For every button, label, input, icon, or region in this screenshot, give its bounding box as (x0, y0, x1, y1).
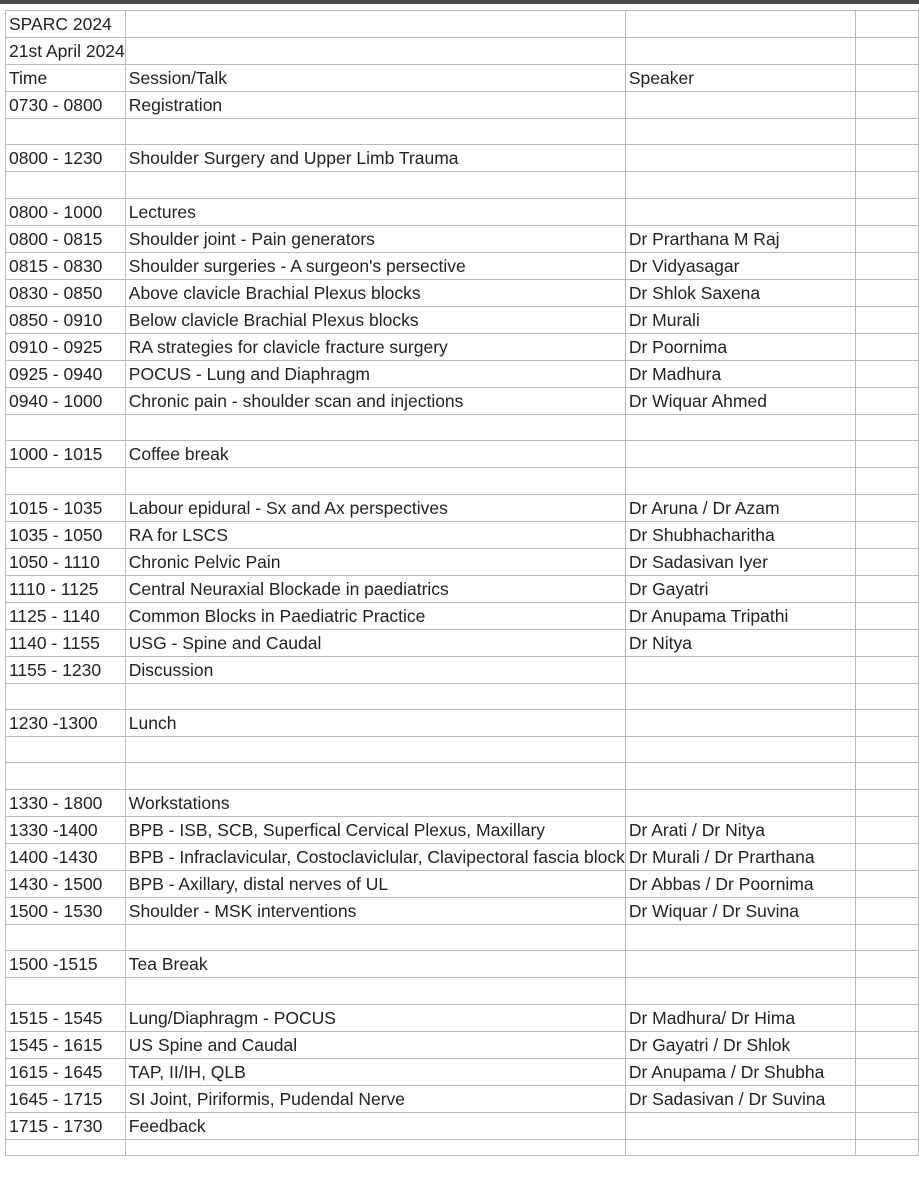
time-cell[interactable]: 0940 - 1000 (6, 387, 126, 414)
empty-cell[interactable] (856, 172, 919, 198)
time-cell[interactable]: 0800 - 1000 (6, 198, 126, 225)
time-cell[interactable]: 0830 - 0850 (6, 279, 126, 306)
speaker-cell[interactable] (625, 145, 855, 172)
speaker-cell[interactable]: Dr Madhura (625, 360, 855, 387)
time-cell[interactable]: 1715 - 1730 (6, 1112, 126, 1139)
session-cell[interactable] (125, 736, 625, 762)
speaker-cell[interactable] (625, 38, 855, 65)
time-cell[interactable] (6, 468, 126, 494)
empty-cell[interactable] (856, 763, 919, 789)
table-row (6, 575, 919, 602)
session-cell[interactable]: Above clavicle Brachial Plexus blocks (125, 279, 625, 306)
table-row (6, 119, 919, 145)
session-cell[interactable]: Tea Break (125, 951, 625, 978)
empty-cell[interactable] (856, 843, 919, 870)
time-cell[interactable]: 1035 - 1050 (6, 521, 126, 548)
speaker-cell[interactable]: Dr Murali (625, 306, 855, 333)
time-cell[interactable] (6, 119, 126, 145)
empty-cell[interactable] (856, 92, 919, 119)
time-cell[interactable]: 0730 - 0800 (6, 92, 126, 119)
table-row (6, 736, 919, 762)
empty-cell[interactable] (856, 252, 919, 279)
empty-cell[interactable] (856, 1139, 919, 1155)
session-cell[interactable] (125, 763, 625, 789)
session-cell[interactable]: Lung/Diaphragm - POCUS (125, 1004, 625, 1031)
speaker-cell[interactable]: Dr Gayatri (625, 575, 855, 602)
session-cell[interactable] (125, 683, 625, 709)
empty-cell[interactable] (856, 198, 919, 225)
time-cell[interactable] (6, 414, 126, 440)
speaker-cell[interactable] (625, 978, 855, 1004)
spreadsheet-grid (5, 10, 919, 1156)
session-cell[interactable]: Shoulder joint - Pain generators (125, 225, 625, 252)
table-row (6, 709, 919, 736)
speaker-cell[interactable] (625, 736, 855, 762)
empty-cell[interactable] (856, 468, 919, 494)
table-row (6, 789, 919, 816)
session-cell[interactable] (125, 119, 625, 145)
table-row (6, 1058, 919, 1085)
session-cell[interactable]: Session/Talk (125, 65, 625, 92)
table-row (6, 763, 919, 789)
time-cell[interactable] (6, 736, 126, 762)
table-row (6, 11, 919, 38)
session-cell[interactable]: Common Blocks in Paediatric Practice (125, 602, 625, 629)
empty-cell[interactable] (856, 145, 919, 172)
spreadsheet-body (6, 11, 919, 1156)
session-cell[interactable] (125, 1139, 625, 1155)
speaker-cell[interactable]: Dr Anupama Tripathi (625, 602, 855, 629)
session-cell[interactable]: Discussion (125, 656, 625, 683)
table-row (6, 306, 919, 333)
session-cell[interactable]: Shoulder Surgery and Upper Limb Trauma (125, 145, 625, 172)
speaker-cell[interactable] (625, 172, 855, 198)
time-cell[interactable]: Time (6, 65, 126, 92)
time-cell[interactable] (6, 763, 126, 789)
session-cell[interactable]: Chronic Pelvic Pain (125, 548, 625, 575)
speaker-cell[interactable] (625, 683, 855, 709)
time-cell[interactable]: 1330 - 1800 (6, 789, 126, 816)
session-cell[interactable]: Registration (125, 92, 625, 119)
speaker-cell[interactable]: Dr Arati / Dr Nitya (625, 816, 855, 843)
table-row (6, 145, 919, 172)
table-row (6, 252, 919, 279)
speaker-cell[interactable]: Dr Aruna / Dr Azam (625, 494, 855, 521)
table-row (6, 683, 919, 709)
table-row (6, 870, 919, 897)
speaker-cell[interactable] (625, 414, 855, 440)
session-cell[interactable] (125, 468, 625, 494)
table-row (6, 951, 919, 978)
speaker-cell[interactable] (625, 709, 855, 736)
empty-cell[interactable] (856, 602, 919, 629)
speaker-cell[interactable] (625, 198, 855, 225)
time-cell[interactable] (6, 172, 126, 198)
time-cell[interactable]: 1645 - 1715 (6, 1085, 126, 1112)
empty-cell[interactable] (856, 897, 919, 924)
speaker-cell[interactable] (625, 763, 855, 789)
time-cell[interactable]: 1515 - 1545 (6, 1004, 126, 1031)
empty-cell[interactable] (856, 951, 919, 978)
speaker-cell[interactable] (625, 468, 855, 494)
speaker-cell[interactable]: Dr Wiquar Ahmed (625, 387, 855, 414)
speaker-cell[interactable]: Dr Gayatri / Dr Shlok (625, 1031, 855, 1058)
empty-cell[interactable] (856, 1004, 919, 1031)
table-row (6, 225, 919, 252)
time-cell[interactable]: 1140 - 1155 (6, 629, 126, 656)
empty-cell[interactable] (856, 924, 919, 950)
time-cell[interactable]: 1015 - 1035 (6, 494, 126, 521)
time-cell[interactable]: 1500 - 1530 (6, 897, 126, 924)
session-cell[interactable]: US Spine and Caudal (125, 1031, 625, 1058)
session-cell[interactable]: USG - Spine and Caudal (125, 629, 625, 656)
table-row (6, 441, 919, 468)
time-cell[interactable]: 0815 - 0830 (6, 252, 126, 279)
session-cell[interactable] (125, 924, 625, 950)
speaker-cell[interactable]: Dr Madhura/ Dr Hima (625, 1004, 855, 1031)
empty-cell[interactable] (856, 360, 919, 387)
speaker-cell[interactable]: Dr Shlok Saxena (625, 279, 855, 306)
empty-cell[interactable] (856, 494, 919, 521)
empty-cell[interactable] (856, 38, 919, 65)
session-cell[interactable]: Workstations (125, 789, 625, 816)
time-cell[interactable]: 1000 - 1015 (6, 441, 126, 468)
table-row (6, 816, 919, 843)
empty-cell[interactable] (856, 65, 919, 92)
speaker-cell[interactable]: Dr Anupama / Dr Shubha (625, 1058, 855, 1085)
time-cell[interactable]: 1615 - 1645 (6, 1058, 126, 1085)
empty-cell[interactable] (856, 683, 919, 709)
time-cell[interactable]: 0850 - 0910 (6, 306, 126, 333)
empty-cell[interactable] (856, 333, 919, 360)
empty-cell[interactable] (856, 11, 919, 38)
table-row (6, 414, 919, 440)
table-row (6, 897, 919, 924)
time-cell[interactable]: 1400 -1430 (6, 843, 126, 870)
empty-cell[interactable] (856, 548, 919, 575)
speaker-cell[interactable] (625, 92, 855, 119)
table-row (6, 494, 919, 521)
table-row (6, 360, 919, 387)
empty-cell[interactable] (856, 1031, 919, 1058)
speaker-cell[interactable]: Dr Sadasivan Iyer (625, 548, 855, 575)
table-row (6, 65, 919, 92)
table-row (6, 468, 919, 494)
speaker-cell[interactable] (625, 924, 855, 950)
time-cell[interactable]: 1155 - 1230 (6, 656, 126, 683)
empty-cell[interactable] (856, 575, 919, 602)
empty-cell[interactable] (856, 441, 919, 468)
speaker-cell[interactable]: Dr Murali / Dr Prarthana (625, 843, 855, 870)
session-cell[interactable] (125, 172, 625, 198)
empty-cell[interactable] (856, 789, 919, 816)
empty-cell[interactable] (856, 279, 919, 306)
session-cell[interactable] (125, 978, 625, 1004)
table-row (6, 198, 919, 225)
session-cell[interactable]: Below clavicle Brachial Plexus blocks (125, 306, 625, 333)
time-cell[interactable]: 1330 -1400 (6, 816, 126, 843)
session-cell[interactable]: Lectures (125, 198, 625, 225)
table-row (6, 1004, 919, 1031)
speaker-cell[interactable] (625, 789, 855, 816)
table-row (6, 38, 919, 65)
session-cell[interactable]: Labour epidural - Sx and Ax perspectives (125, 494, 625, 521)
session-cell[interactable] (125, 414, 625, 440)
session-cell[interactable]: Chronic pain - shoulder scan and injections (125, 387, 625, 414)
empty-cell[interactable] (856, 629, 919, 656)
session-cell[interactable]: Shoulder - MSK interventions (125, 897, 625, 924)
time-cell[interactable]: 1125 - 1140 (6, 602, 126, 629)
empty-cell[interactable] (856, 870, 919, 897)
session-cell[interactable]: RA for LSCS (125, 521, 625, 548)
speaker-cell[interactable] (625, 119, 855, 145)
table-row (6, 387, 919, 414)
empty-cell[interactable] (856, 225, 919, 252)
table-row (6, 629, 919, 656)
empty-cell[interactable] (856, 387, 919, 414)
time-cell[interactable]: 0800 - 1230 (6, 145, 126, 172)
session-cell[interactable]: Coffee break (125, 441, 625, 468)
empty-cell[interactable] (856, 978, 919, 1004)
time-cell[interactable]: 0925 - 0940 (6, 360, 126, 387)
table-row (6, 92, 919, 119)
speaker-cell[interactable] (625, 656, 855, 683)
speaker-cell[interactable]: Dr Nitya (625, 629, 855, 656)
speaker-cell[interactable]: Dr Shubhacharitha (625, 521, 855, 548)
empty-cell[interactable] (856, 1085, 919, 1112)
empty-cell[interactable] (856, 709, 919, 736)
table-row (6, 333, 919, 360)
speaker-cell[interactable]: Dr Wiquar / Dr Suvina (625, 897, 855, 924)
speaker-cell[interactable] (625, 1139, 855, 1155)
time-cell[interactable]: 1230 -1300 (6, 709, 126, 736)
speaker-cell[interactable] (625, 951, 855, 978)
session-cell[interactable]: POCUS - Lung and Diaphragm (125, 360, 625, 387)
speaker-cell[interactable]: Dr Poornima (625, 333, 855, 360)
empty-cell[interactable] (856, 306, 919, 333)
table-row (6, 1139, 919, 1155)
table-row (6, 1085, 919, 1112)
time-cell[interactable]: 1500 -1515 (6, 951, 126, 978)
table-row (6, 924, 919, 950)
time-cell[interactable] (6, 1139, 126, 1155)
speaker-cell[interactable]: Dr Vidyasagar (625, 252, 855, 279)
speaker-cell[interactable]: Dr Sadasivan / Dr Suvina (625, 1085, 855, 1112)
time-cell[interactable] (6, 683, 126, 709)
speaker-cell[interactable] (625, 441, 855, 468)
session-cell[interactable]: Shoulder surgeries - A surgeon's persective (125, 252, 625, 279)
empty-cell[interactable] (856, 736, 919, 762)
table-row (6, 521, 919, 548)
empty-cell[interactable] (856, 816, 919, 843)
table-row (6, 1112, 919, 1139)
empty-cell[interactable] (856, 521, 919, 548)
window-top-edge (0, 0, 919, 4)
time-cell[interactable] (6, 924, 126, 950)
time-cell[interactable]: 1430 - 1500 (6, 870, 126, 897)
table-row (6, 602, 919, 629)
session-cell[interactable]: SI Joint, Piriformis, Pudendal Nerve (125, 1085, 625, 1112)
time-cell[interactable]: 0910 - 0925 (6, 333, 126, 360)
table-row (6, 172, 919, 198)
empty-cell[interactable] (856, 1112, 919, 1139)
time-cell[interactable]: 1050 - 1110 (6, 548, 126, 575)
session-cell[interactable]: TAP, II/IH, QLB (125, 1058, 625, 1085)
speaker-cell[interactable]: Dr Prarthana M Raj (625, 225, 855, 252)
session-cell[interactable]: BPB - ISB, SCB, Superfical Cervical Plexus, Maxillary (125, 816, 625, 843)
time-cell[interactable]: SPARC 2024 (6, 11, 126, 38)
table-row (6, 978, 919, 1004)
session-cell[interactable] (125, 11, 625, 38)
speaker-cell[interactable]: Dr Abbas / Dr Poornima (625, 870, 855, 897)
table-row (6, 843, 919, 870)
speaker-cell[interactable]: Speaker (625, 65, 855, 92)
session-cell[interactable]: BPB - Infraclavicular, Costoclaviclular, Clavipectoral fascia block (125, 843, 625, 870)
session-cell[interactable]: RA strategies for clavicle fracture surgery (125, 333, 625, 360)
session-cell[interactable]: Feedback (125, 1112, 625, 1139)
table-row (6, 279, 919, 306)
time-cell[interactable]: 1545 - 1615 (6, 1031, 126, 1058)
session-cell[interactable]: Central Neuraxial Blockade in paediatrics (125, 575, 625, 602)
table-row (6, 548, 919, 575)
time-cell[interactable]: 1110 - 1125 (6, 575, 126, 602)
time-cell[interactable] (6, 978, 126, 1004)
session-cell[interactable] (125, 38, 625, 65)
time-cell[interactable]: 21st April 2024 (6, 38, 126, 65)
empty-cell[interactable] (856, 414, 919, 440)
time-cell[interactable]: 0800 - 0815 (6, 225, 126, 252)
session-cell[interactable]: BPB - Axillary, distal nerves of UL (125, 870, 625, 897)
speaker-cell[interactable] (625, 11, 855, 38)
speaker-cell[interactable] (625, 1112, 855, 1139)
session-cell[interactable]: Lunch (125, 709, 625, 736)
empty-cell[interactable] (856, 656, 919, 683)
table-row (6, 1031, 919, 1058)
empty-cell[interactable] (856, 119, 919, 145)
table-row (6, 656, 919, 683)
empty-cell[interactable] (856, 1058, 919, 1085)
